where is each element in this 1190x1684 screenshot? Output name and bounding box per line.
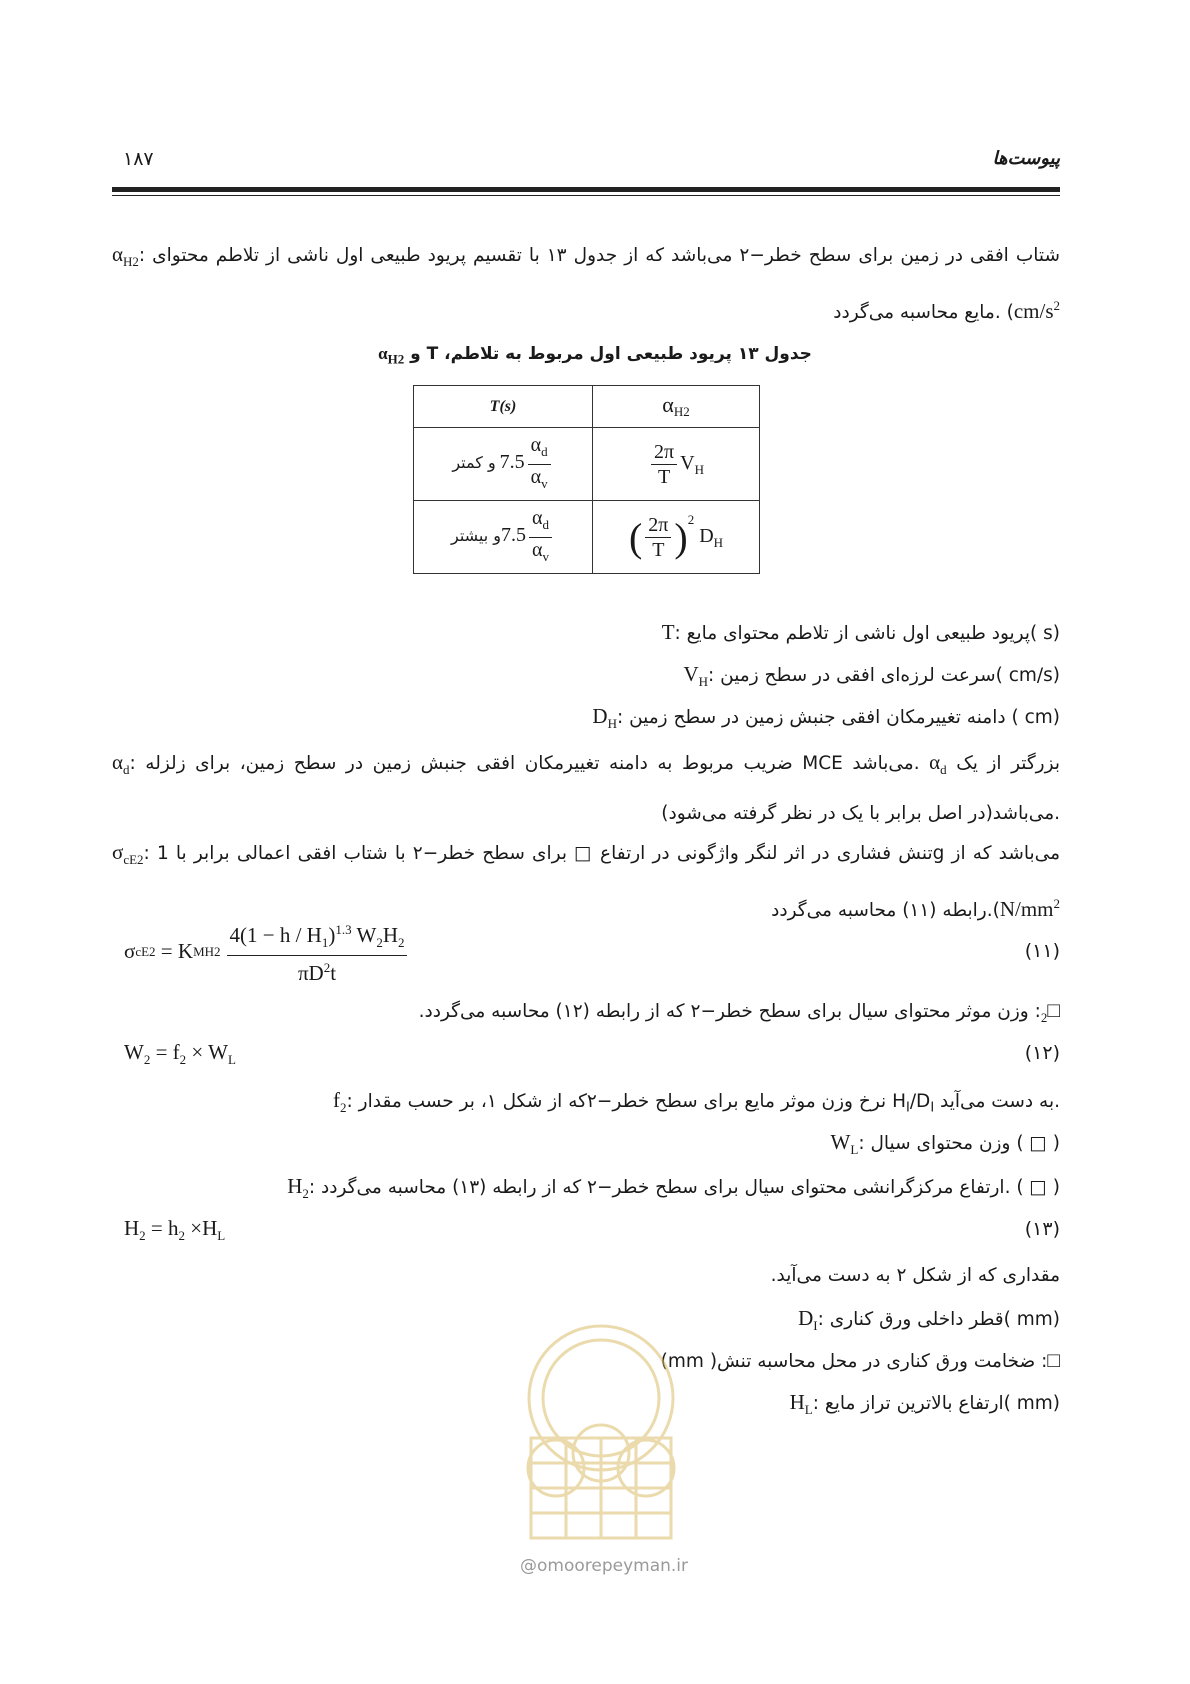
equation-12-number: (۱۲) bbox=[1024, 1042, 1060, 1064]
header-rule-thick bbox=[112, 187, 1060, 192]
row2-t-cell: و بیشتر7.5 $\frac{\alpha_d}{\alpha_v}$ bbox=[414, 501, 593, 574]
symbol-alpha: $\alpha_{H2}$ bbox=[112, 242, 139, 270]
paragraph-text: : شتاب افقی در زمین برای سطح خطر−۲ می‌باشد که از جدول ۱۳ با تقسیم پریود طبیعی اول ناشی از تلاطم محتوای مایع محاسبه می‌گردد. ( bbox=[138, 245, 1060, 324]
unit: $cm/s^2$ bbox=[1013, 298, 1060, 324]
def-f2: $f_2$: نرخ وزن موثر مایع برای سطح خطر−۲که از شکل ۱، بر حسب مقدار $H_I/D_I$ به دست می‌آید. bbox=[333, 1088, 1060, 1116]
def-h2: $H_2$: ارتفاع مرکزگرانشی محتوای سیال برای سطح خطر−۲ که از رابطه (۱۳) محاسبه می‌گردد. ( □ ) bbox=[287, 1174, 1060, 1202]
period-table bbox=[413, 385, 760, 574]
table-caption: جدول ۱۳ پریود طبیعی اول مربوط به تلاطم، T و $\alpha_{H2}$ bbox=[378, 344, 812, 367]
row2-alpha-cell: ( $\frac{2\pi}{T}$ )$^2$ $D_H$ bbox=[593, 501, 760, 574]
equation-13: $H_2 = h_2 \times H_L$ bbox=[124, 1216, 226, 1244]
def-thickness: □: ضخامت ورق کناری در محل محاسبه تنش( mm) bbox=[660, 1348, 1060, 1372]
def-di: $D_I$: قطر داخلی ورق کناری( mm) bbox=[798, 1306, 1060, 1334]
equation-11: σ cE2 = K MH2 $\frac{4(1 - h / H_1)^{1.3} W_2H_2}{\pi D^2t}$ bbox=[124, 918, 410, 985]
watermark-url: @omoorepeyman.ir bbox=[520, 1556, 689, 1576]
watermark-logo-icon bbox=[496, 1318, 706, 1548]
paragraph-alpha-h2 bbox=[112, 232, 1060, 335]
header-rule-thin bbox=[112, 195, 1060, 196]
def-alpha-d: $\alpha_d$: ضریب مربوط به دامنه تغییرمکان افقی جنبش زمین در سطح زمین، برای زلزله MCE می‌باشد. $\alpha_d$ بزرگتر از یک می‌باشد(در اصل برابر با یک در نظر گرفته می‌شود). bbox=[112, 750, 1060, 825]
equation-13-number: (۱۳) bbox=[1024, 1218, 1060, 1240]
row1-t-cell: و کمتر 7.5 $\frac{\alpha_d}{\alpha_v}$ bbox=[414, 428, 593, 501]
def-sigma: $\sigma_{cE2}$: تنش فشاری در اثر لنگر واژگونی در ارتفاع □ برای سطح خطر−۲ با شتاب افقی اعمالی برابر با 1g می‌باشد که از رابطه (۱۱) محاسبه $می‌گردد.(N/mm^2$ bbox=[112, 840, 1061, 922]
def-t: T: پریود طبیعی اول ناشی از تلاطم محتوای مایع( s) bbox=[661, 620, 1060, 644]
def-vh: $V_H$: سرعت لرزه‌ای افقی در سطح زمین( cm/s) bbox=[683, 662, 1060, 690]
def-hl: $H_L$: ارتفاع بالاترین تراز مایع( mm) bbox=[789, 1390, 1060, 1418]
header-cell-t: T(s) bbox=[414, 386, 593, 428]
equation-12: $W_2 = f_2 \times W_L$ bbox=[124, 1040, 236, 1068]
def-w2: $□_2$: وزن موثر محتوای سیال برای سطح خطر−۲ که از رابطه (۱۲) محاسبه می‌گردد. bbox=[418, 998, 1060, 1026]
row1-alpha-cell: $\frac{2\pi}{T}$ $V_H$ bbox=[593, 428, 760, 501]
header-cell-alpha: $\alpha_{H2}$ bbox=[593, 386, 760, 428]
def-dh: $D_H$: دامنه تغییرمکان افقی جنبش زمین در سطح زمین ( cm) bbox=[592, 704, 1060, 732]
page-number: ۱۸۷ bbox=[123, 148, 154, 170]
equation-11-number: (۱۱) bbox=[1024, 940, 1060, 962]
running-title: پیوست‌ها bbox=[992, 148, 1060, 169]
def-shape2: مقداری که از شکل ۲ به دست می‌آید. bbox=[770, 1265, 1060, 1286]
def-wl: $W_L$: وزن محتوای سیال ( □ ) bbox=[830, 1130, 1060, 1158]
